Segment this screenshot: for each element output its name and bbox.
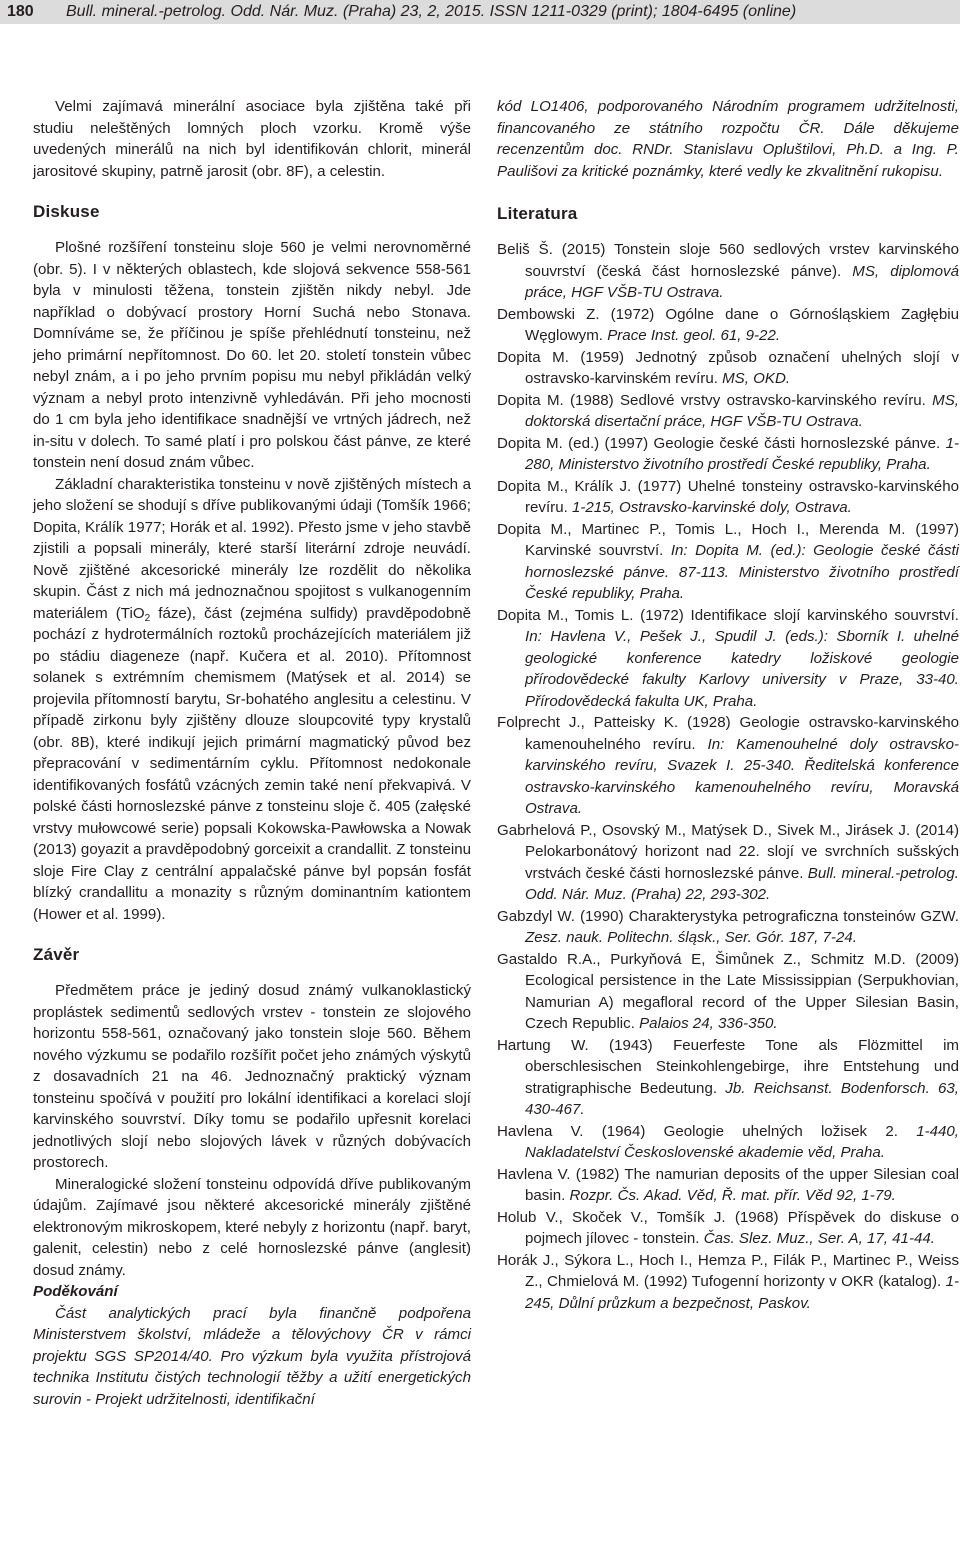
- reference-source: Jb. Reichsanst. Bodenforsch. 63, 430-467.: [525, 1079, 960, 1118]
- reference-authors-title: Dopita M. (1959) Jednotný způsob označení uhelných slojí v ostravsko-karvinském revíru.: [497, 348, 959, 387]
- reference-authors-title: Beliš Š. (2015) Tonstein sloje 560 sedlových vrstev karvinského souvrství (česká část hornoslezské pánve).: [497, 241, 959, 280]
- reference-authors-title: Havlena V. (1982) The namurian deposits of the upper Silesian coal basin.: [497, 1165, 959, 1204]
- reference-authors-title: Dopita M., Králík J. (1977) Uhelné tonsteiny ostravsko-karvinského revíru.: [497, 477, 959, 516]
- page-number: 180: [7, 3, 34, 20]
- discussion-paragraph-2-part-b: fáze), část (zejména sulfidy) pravděpodobně pochází z hydrotermálních roztoků procházejících materiálem již po stádiu diageneze (např. Kučera et al. 2010). Přítomnost solanek s extrémním chemismem (Matýsek et al. 2014) se projevila přítomností barytu, Sr-bohatého anglesitu a celestinu. V případě zirkonu byly zjištěny dlouze sloupcovité typy krystalů (obr. 8B), které indikují jejich primární magmatický původ bez přepracování v sedimentárním cyklu. Přítomnost nedokonale identifikovaných fosfátů vzácných zemin také není překvapivá. V polské části hornoslezské pánve z tonsteinu sloje č. 405 (załęské vrstvy mułowcowé serie) popsali Kokowska-Pawłowska a Nowak (2013) goyazit a pravděpodobný gorceixit a crandallit. Z tonsteinu sloje Fire Clay z centrální appalačské pánve byl popsán fosfát blízký crandallitu a monazity s různým dominantním kationtem (Hower et al. 1999).: [33, 604, 471, 923]
- reference-source: MS, OKD.: [722, 370, 791, 387]
- reference-source: 1-245, Důlní průzkum a bezpečnost, Paskov.: [525, 1273, 959, 1312]
- reference-source: Zesz. nauk. Politechn. śląsk., Ser. Gór. 187, 7-24.: [525, 929, 857, 946]
- reference-authors-title: Gastaldo R.A., Purkyňová E, Šimůnek Z., Schmitz M.D. (2009) Ecological persistence in the Late Mississippian (Serpukhovian, Namurian A) megafloral record of the Upper Silesian Basin, Czech Republic.: [497, 950, 959, 1032]
- reference-list: [497, 239, 959, 1314]
- right-column: [497, 96, 959, 1314]
- subscript-2: 2: [144, 612, 151, 624]
- reference-source: In: Dopita M. (ed.): Geologie české části hornoslezské pánve. 87-113. Ministerstvo životního prostředí České republiky, Praha.: [525, 542, 960, 602]
- conclusion-paragraph-2: Mineralogické složení tonsteinu odpovídá dříve publikovaným údajům. Zajímavé jsou některé akcesorické minerály zjištěné elektronovým mikroskopem, které nebyly z horizontu (např. baryt, galenit, celestin) nebo z celé hornoslezské pánve (anglesit) dosud známy.: [33, 1175, 471, 1279]
- references-heading: Literatura: [497, 204, 578, 223]
- reference-authors-title: Horák J., Sýkora L., Hoch I., Hemza P., Filák P., Martinec P., Weiss Z., Chmielová M. (1992) Tufogenní horizonty v OKR (katalog).: [497, 1251, 959, 1290]
- reference-item: [497, 712, 959, 820]
- reference-item: [497, 949, 959, 1035]
- page-header: [0, 0, 960, 24]
- conclusion-heading: Závěr: [33, 945, 80, 964]
- reference-authors-title: Havlena V. (1964) Geologie uhelných ložisek 2.: [497, 1122, 917, 1140]
- discussion-paragraph-1: Plošné rozšíření tonsteinu sloje 560 je velmi nerovnoměrné (obr. 5). I v některých oblastech, kde slojová sekvence 558-561 byla v minulosti těžena, tonstein zjištěn nikdy nebyl. Jde například o dobývací prostory Horní Suchá nebo Stonava. Domníváme se, že příčinou je spíše přehlédnutí tonsteinu, než jeho primární nepřítomnost. Do 60. let 20. století tonstein vůbec nebyl znám, a i po jeho prvním popisu mu nebyl přikládán velký význam a nebyl proto intenzivně vyhledáván. Při jeho mocnosti do 1 cm byla jeho identifikace snadnější ve vrtných jádrech, než in-situ v dolech. To samé platí i pro polskou část pánve, ze které tonstein není dosud znám vůbec.: [33, 239, 471, 471]
- reference-authors-title: Dopita M. (1988) Sedlové vrstvy ostravsko-karvinského revíru.: [497, 391, 933, 409]
- reference-source: 1-280, Ministerstvo životního prostředí České republiky, Praha.: [525, 434, 959, 473]
- reference-item: [497, 820, 959, 906]
- reference-item: [497, 476, 959, 519]
- reference-item: [497, 906, 959, 949]
- reference-item: [497, 605, 959, 713]
- acknowledgements-text: Část analytických prací byla finančně podpořena Ministerstvem školství, mládeže a tělovýchovy ČR v rámci projektu SGS SP2014/40. Pro výzkum byla využita přístrojová technika Institutu čistých technologií těžby a užití energetických surovin - Projekt udržitelnosti, identifikační: [33, 1304, 471, 1408]
- reference-source: MS, diplomová práce, HGF VŠB-TU Ostrava.: [525, 262, 959, 301]
- journal-citation: Bull. mineral.-petrolog. Odd. Nár. Muz. (Praha) 23, 2, 2015. ISSN 1211-0329 (print); 1804-6495 (online): [66, 3, 797, 20]
- reference-item: [497, 1207, 959, 1250]
- reference-item: [497, 1250, 959, 1315]
- reference-authors-title: Holub V., Skoček V., Tomšík J. (1968) Příspěvek do diskuse o pojmech jílovec - tonstein.: [497, 1208, 959, 1247]
- reference-source: Bull. mineral.-petrolog. Odd. Nár. Muz. (Praha) 22, 293-302.: [525, 864, 959, 903]
- reference-source: Prace Inst. geol. 61, 9-22.: [607, 327, 781, 344]
- reference-authors-title: Dopita M. (ed.) (1997) Geologie české části hornoslezské pánve.: [497, 434, 946, 452]
- reference-source: Rozpr. Čs. Akad. Věd, Ř. mat. přír. Věd 92, 1-79.: [569, 1187, 896, 1204]
- reference-item: [497, 347, 959, 390]
- reference-item: [497, 1121, 959, 1164]
- reference-item: [497, 519, 959, 605]
- reference-authors-title: Folprecht J., Patteisky K. (1928) Geologie ostravsko-karvinského kamenouhelného revíru.: [497, 714, 959, 753]
- reference-authors-title: Gabzdyl W. (1990) Charakterystyka petrograficzna tonsteinów GZW.: [497, 907, 959, 925]
- intro-paragraph: Velmi zajímavá minerální asociace byla zjištěna také při studiu neleštěných lomných ploch vzorku. Kromě výše uvedených minerálů na nich byl identifikován chlorit, minerál jarositové skupiny, patrně jarosit (obr. 8F), a celestin.: [33, 98, 471, 180]
- reference-authors-title: Dembowski Z. (1972) Ogólne dane o Górnośląskiem Zagłębiu Węglowym.: [497, 305, 959, 344]
- reference-source: In: Kamenouhelné doly ostravsko-karvinského revíru, Svazek I. 25-340. Ředitelská konference ostravsko-karvinského kamenouhelného revíru, Moravská Ostrava.: [525, 735, 959, 817]
- reference-source: Palaios 24, 336-350.: [639, 1015, 778, 1032]
- reference-item: [497, 390, 959, 433]
- reference-item: [497, 304, 959, 347]
- discussion-paragraph-2-part-a: Základní charakteristika tonsteinu v nově zjištěných místech a jeho složení se shodují s dříve publikovanými údaji (Tomšík 1966; Dopita, Králík 1977; Horák et al. 1992). Přesto jsme v jeho stavbě zjistili a popsali minerály, které starší literární zdroje neuvádí. Nově zjištěné akcesorické minerály lze rozdělit do několika skupin. Část z nich má jednoznačnou spojitost s vulkanogenním materiálem (TiO: [33, 475, 471, 622]
- discussion-heading: Diskuse: [33, 202, 100, 221]
- reference-source: In: Havlena V., Pešek J., Spudil J. (eds.): Sborník I. uhelné geologické konference katedry ložiskové geologie přírodovědecké fakulty Karlovy university v Praze, 33-40. Přírodovědecká fakulta UK, Praha.: [525, 628, 959, 710]
- reference-item: [497, 239, 959, 304]
- acknowledgements-continued: kód LO1406, podporovaného Národním programem udržitelnosti, financovaného ze státního rozpočtu ČR. Dále děkujeme recenzentům doc. RNDr. Stanislavu Opluštilovi, Ph.D. a Ing. P. Paulišovi za kritické poznámky, které vedly ke zkvalitnění rukopisu.: [497, 98, 959, 180]
- reference-authors-title: Gabrhelová P., Osovský M., Matýsek D., Sivek M., Jirásek J. (2014) Pelokarbonátový horizont nad 22. slojí ve svrchních sušských vrstvách české části hornoslezské pánve.: [497, 821, 959, 882]
- reference-item: [497, 1164, 959, 1207]
- discussion-paragraph-2: [33, 474, 471, 926]
- reference-source: MS, doktorská disertační práce, HGF VŠB-TU Ostrava.: [525, 391, 959, 430]
- reference-item: [497, 433, 959, 476]
- reference-authors-title: Hartung W. (1943) Feuerfeste Tone als Flözmittel im oberschlesischen Steinkohlengebirge, ihre Entstehung und stratigraphische Bedeutung.: [497, 1036, 959, 1097]
- reference-authors-title: Dopita M., Martinec P., Tomis L., Hoch I., Merenda M. (1997) Karvinské souvrství.: [497, 520, 959, 559]
- reference-source: 1-215, Ostravsko-karvinské doly, Ostrava.: [571, 499, 852, 516]
- reference-source: Čas. Slez. Muz., Ser. A, 17, 41-44.: [703, 1230, 935, 1247]
- acknowledgements-heading: Poděkování: [33, 1283, 118, 1300]
- reference-authors-title: Dopita M., Tomis L. (1972) Identifikace slojí karvinského souvrství.: [497, 606, 959, 624]
- left-column: [33, 96, 471, 1410]
- reference-item: [497, 1035, 959, 1121]
- reference-source: 1-440, Nakladatelství Československé akademie věd, Praha.: [525, 1122, 959, 1161]
- conclusion-paragraph-1: Předmětem práce je jediný dosud známý vulkanoklastický proplástek sedimentů sedlových vrstev - tonstein ze slojového horizontu 558-561, označovaný jako tonstein sloje 560. Během nového výzkumu se podařilo rozšířit počet jeho známých výskytů z dosavadních 21 na 46. Jednoznačný praktický význam tonsteinu spočívá v použití pro lokální identifikaci a korelaci slojí karvinského souvrství. Díky tomu se podařilo upřesnit korelaci jednotlivých slojí nebo slojových lávek v různých dobývacích prostorech.: [33, 982, 471, 1171]
